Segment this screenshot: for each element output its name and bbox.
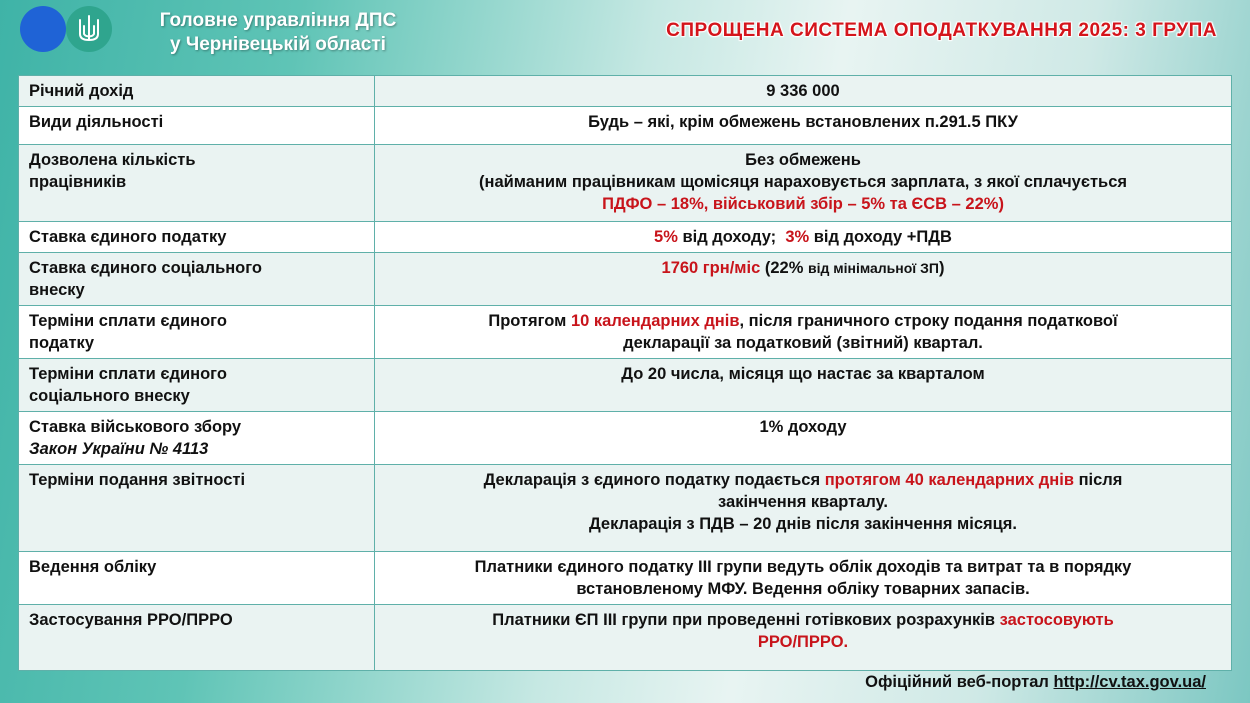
value-line: Без обмежень bbox=[745, 151, 861, 169]
footer bbox=[865, 673, 1206, 692]
org-line-2: у Чернівецькій області bbox=[170, 34, 386, 55]
label-line: Ставка єдиного соціального bbox=[29, 259, 262, 277]
table-row bbox=[19, 107, 1232, 145]
value-part: 3% bbox=[785, 228, 810, 246]
label-line: Терміни сплати єдиного bbox=[29, 312, 227, 330]
tax-info-table bbox=[18, 75, 1232, 671]
row-value bbox=[375, 145, 1232, 222]
value-part: 10 календарних днів bbox=[570, 312, 740, 330]
value-line: Декларація з ПДВ – 20 днів після закінчення місяця. bbox=[588, 515, 1018, 533]
portal-link[interactable]: http://cv.tax.gov.ua/ bbox=[1053, 673, 1206, 691]
value-part: Протягом bbox=[488, 312, 571, 330]
table-row bbox=[19, 359, 1232, 412]
value-part: від доходу +ПДВ bbox=[809, 228, 952, 246]
row-label: Види діяльності bbox=[19, 107, 375, 145]
blue-circle-logo-icon bbox=[20, 6, 66, 52]
value-part: застосовують bbox=[999, 611, 1114, 629]
row-label: Річний дохід bbox=[19, 76, 375, 107]
value-part: від мінімальної ЗП bbox=[807, 260, 939, 276]
trident-emblem-icon bbox=[66, 6, 112, 52]
value-part: ) bbox=[938, 259, 945, 277]
table-row bbox=[19, 552, 1232, 605]
label-line: внеску bbox=[29, 281, 85, 299]
value-part: протягом 40 календарних днів bbox=[824, 471, 1074, 489]
table-row bbox=[19, 76, 1232, 107]
value-line bbox=[385, 310, 1221, 332]
row-value bbox=[375, 306, 1232, 359]
row-value bbox=[375, 552, 1232, 605]
row-label bbox=[19, 412, 375, 465]
row-label bbox=[19, 359, 375, 412]
table-row bbox=[19, 306, 1232, 359]
row-value bbox=[375, 222, 1232, 253]
table-row bbox=[19, 145, 1232, 222]
value-part: Платники ЄП ІІІ групи при проведенні готівкових розрахунків bbox=[492, 611, 1000, 629]
slide-title: СПРОЩЕНА СИСТЕМА ОПОДАТКУВАННЯ 2025: 3 ГРУПА bbox=[666, 20, 1217, 41]
value-line: ПДФО – 18%, військовий збір – 5% та ЄСВ – 22%) bbox=[602, 195, 1004, 213]
row-label: Застосування РРО/ПРРО bbox=[19, 605, 375, 671]
row-value bbox=[375, 605, 1232, 671]
label-line: Терміни сплати єдиного bbox=[29, 365, 227, 383]
organization-title bbox=[128, 9, 428, 57]
value-part: (22% bbox=[760, 259, 808, 277]
table-row bbox=[19, 222, 1232, 253]
slide-header bbox=[0, 0, 1250, 75]
value-line bbox=[385, 469, 1221, 491]
table-row bbox=[19, 253, 1232, 306]
value-part: від доходу; bbox=[677, 228, 786, 246]
value-line: встановленому МФУ. Ведення обліку товарних запасів. bbox=[576, 580, 1030, 598]
row-value: 1% доходу bbox=[375, 412, 1232, 465]
org-line-1: Головне управління ДПС bbox=[159, 10, 397, 31]
table-row bbox=[19, 605, 1232, 671]
value-part: Декларація з єдиного податку подається bbox=[483, 471, 825, 489]
table-row bbox=[19, 465, 1232, 552]
row-value: 9 336 000 bbox=[375, 76, 1232, 107]
row-value: Будь – які, крім обмежень встановлених п.291.5 ПКУ bbox=[375, 107, 1232, 145]
row-value bbox=[375, 465, 1232, 552]
value-line: РРО/ПРРО. bbox=[757, 633, 849, 651]
row-label bbox=[19, 306, 375, 359]
row-label: Ставка єдиного податку bbox=[19, 222, 375, 253]
value-part: 5% bbox=[654, 228, 678, 246]
label-line: Дозволена кількість bbox=[29, 151, 196, 169]
value-part: , після граничного строку подання податкової bbox=[739, 312, 1118, 330]
footer-label: Офіційний веб-портал bbox=[865, 673, 1054, 691]
row-label: Ведення обліку bbox=[19, 552, 375, 605]
row-value bbox=[375, 253, 1232, 306]
label-line: податку bbox=[29, 334, 94, 352]
row-label bbox=[19, 253, 375, 306]
label-line: Ставка військового збору bbox=[29, 418, 242, 436]
value-line: (найманим працівникам щомісяця нараховується зарплата, з якої сплачується bbox=[479, 173, 1127, 191]
row-value: До 20 числа, місяця що настає за кварталом bbox=[375, 359, 1232, 412]
value-part: після bbox=[1073, 471, 1123, 489]
value-line: закінчення кварталу. bbox=[718, 493, 888, 511]
value-line: декларації за податковий (звітний) квартал. bbox=[623, 334, 983, 352]
label-line: Закон України № 4113 bbox=[29, 440, 209, 458]
row-label: Терміни подання звітності bbox=[19, 465, 375, 552]
value-line: Платники єдиного податку ІІІ групи ведуть облік доходів та витрат та в порядку bbox=[474, 558, 1132, 576]
value-part: 1760 грн/міс bbox=[661, 259, 761, 277]
table-row bbox=[19, 412, 1232, 465]
label-line: соціального внеску bbox=[29, 387, 190, 405]
row-label bbox=[19, 145, 375, 222]
label-line: працівників bbox=[29, 173, 127, 191]
value-line bbox=[385, 609, 1221, 631]
